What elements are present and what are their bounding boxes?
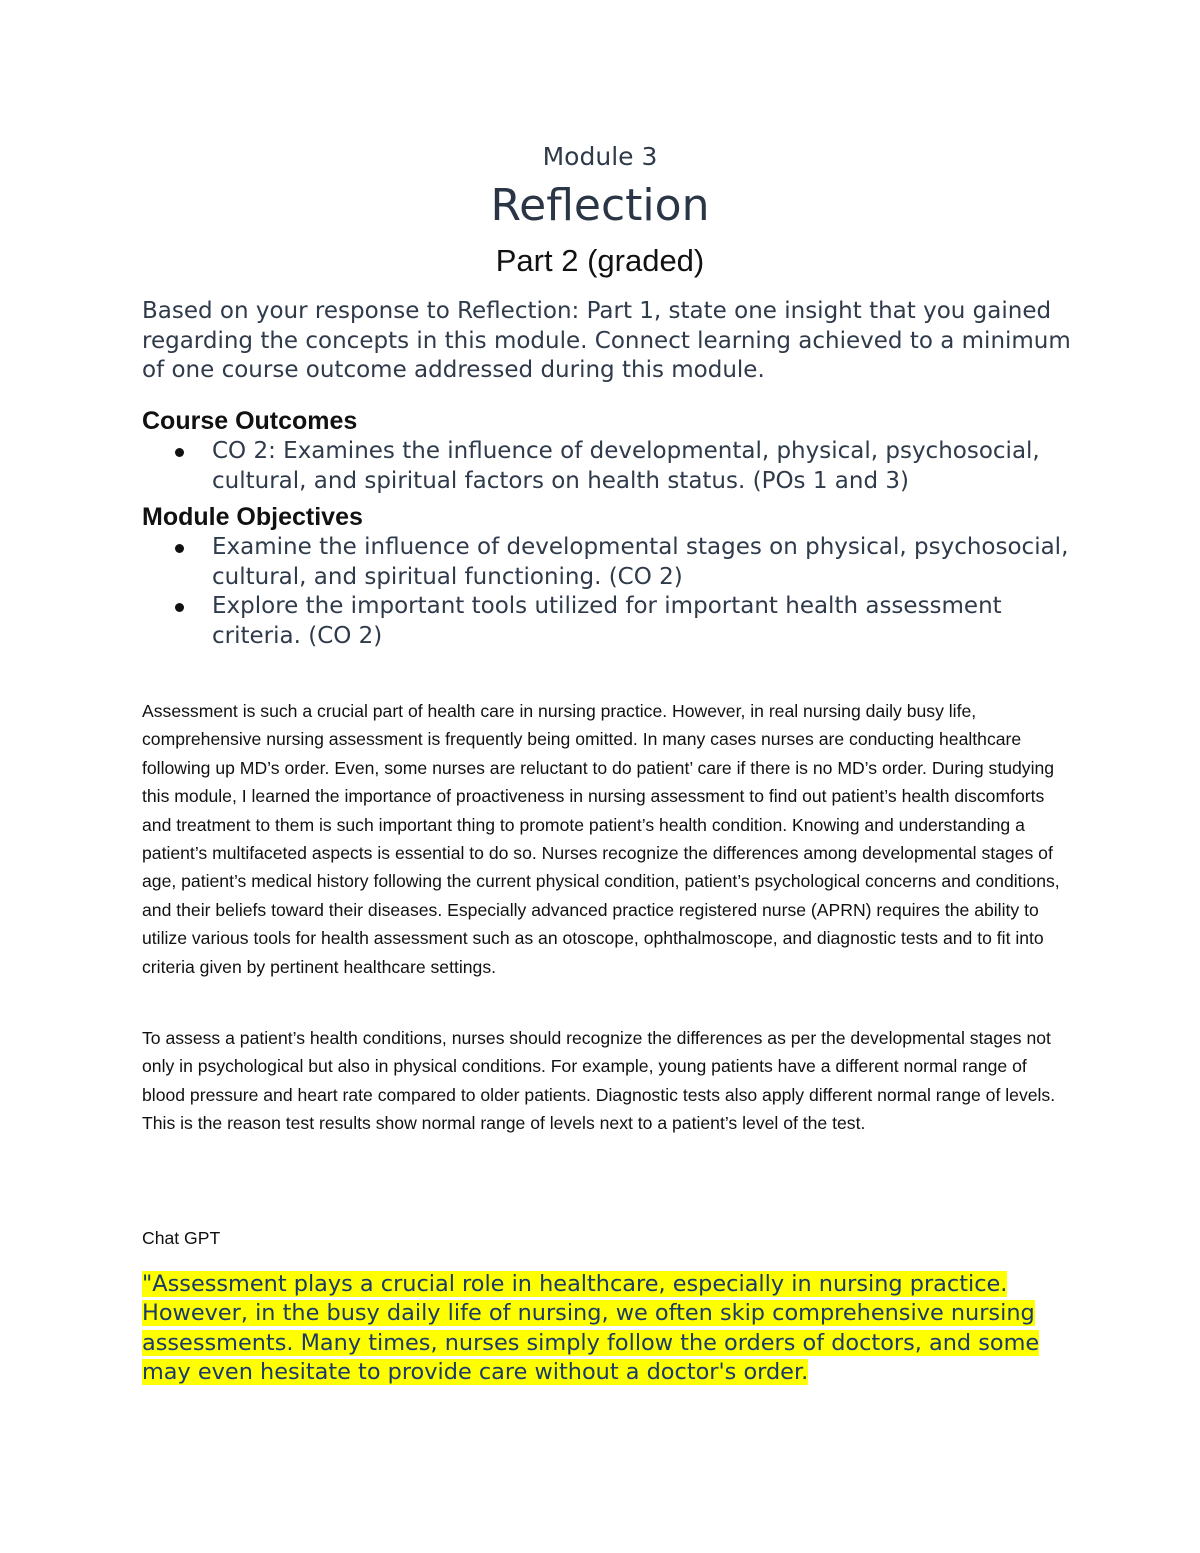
body-paragraph: To assess a patient’s health conditions, nurses should recognize the differences as per the developmental stages not only in psychological but also in physical conditions. For example, young patients have a different normal range of blood pressure and heart rate compared to older patients. Diagnostic tests also apply different normal range of levels. This is the reason test results show normal range of levels next to a patient’s level of the test. xyxy=(142,1028,1056,1134)
module-objectives-heading: Module Objectives xyxy=(142,503,363,531)
list-item-text: Explore the important tools utilized for important health assessment criteria. (CO 2) xyxy=(212,593,1002,649)
bullet-icon xyxy=(175,448,184,457)
module-label: Module 3 xyxy=(542,142,658,171)
reflection-prompt: Based on your response to Reflection: Part 1, state one insight that you gained regarding the concepts in this module. Connect learning achieved to a minimum of one course outcome addressed during this module. xyxy=(142,298,1071,383)
bullet-icon xyxy=(175,544,184,553)
course-outcomes-heading: Course Outcomes xyxy=(142,407,358,435)
module-objectives-list xyxy=(142,533,1072,651)
course-outcomes-list xyxy=(142,437,1072,496)
list-item xyxy=(142,533,1072,592)
list-item xyxy=(142,592,1072,651)
list-item xyxy=(142,437,1072,496)
body-paragraph: Assessment is such a crucial part of health care in nursing practice. However, in real nursing daily busy life, comprehensive nursing assessment is frequently being omitted. In many cases nurses are conducting healthcare following up MD’s order. Even, some nurses are reluctant to do patient’ care if there is no MD’s order. During studying this module, I learned the importance of proactiveness in nursing assessment to find out patient’s health discomforts and treatment to them is such important thing to promote patient’s health condition. Knowing and understanding a patient’s multifaceted aspects is essential to do so. Nurses recognize the differences among developmental stages of age, patient’s medical history following the current physical condition, patient’s psychological concerns and conditions, and their beliefs toward their diseases. Especially advanced practice registered nurse (APRN) requires the ability to utilize various tools for health assessment such as an otoscope, ophthalmoscope, and diagnostic tests and to fit into criteria given by pertinent healthcare settings. xyxy=(142,701,1060,977)
page-title: Reflection xyxy=(490,180,710,231)
chat-gpt-quote xyxy=(142,1270,1060,1388)
bullet-icon xyxy=(175,603,184,612)
list-item-text: Examine the influence of developmental stages on physical, psychosocial, cultural, and spiritual functioning. (CO 2) xyxy=(212,534,1069,590)
chat-gpt-label: Chat GPT xyxy=(142,1228,221,1248)
page-subtitle: Part 2 (graded) xyxy=(495,243,705,278)
list-item-text: CO 2: Examines the influence of developmental, physical, psychosocial, cultural, and spiritual factors on health status. (POs 1 and 3) xyxy=(212,438,1040,494)
highlighted-quote-text: "Assessment plays a crucial role in healthcare, especially in nursing practice. However, in the busy daily life of nursing, we often skip comprehensive nursing assessments. Many times, nurses simply follow the orders of doctors, and some may even hesitate to provide care without a doctor's order. xyxy=(142,1271,1040,1386)
